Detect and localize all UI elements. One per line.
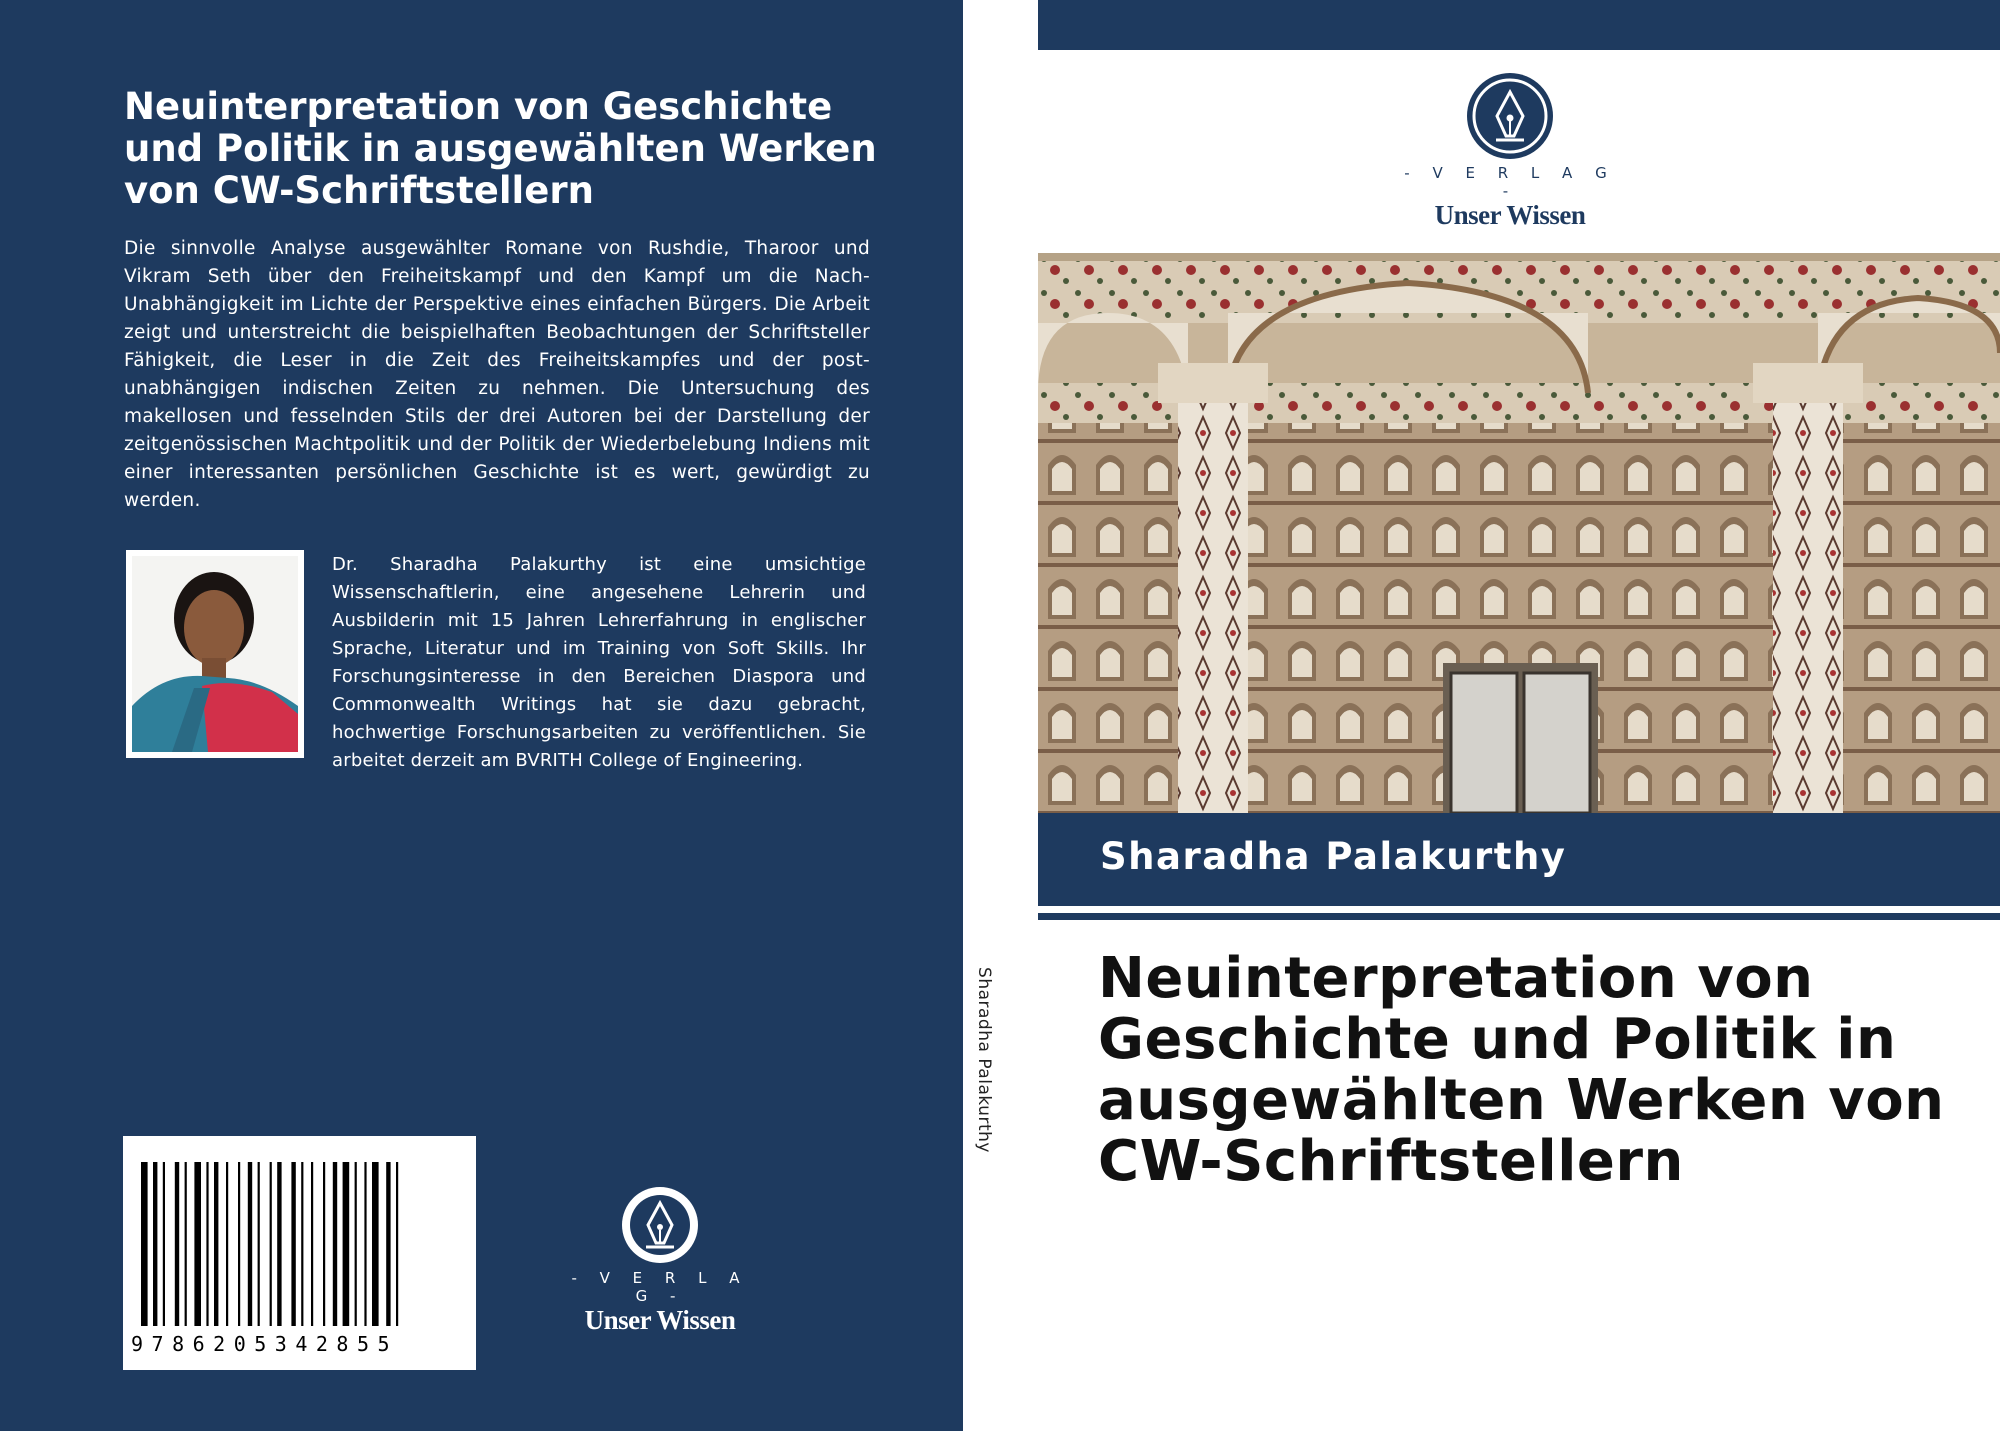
barcode-bar [355,1162,357,1326]
barcode-bar [323,1162,325,1326]
isbn-number: 9786205342855 [131,1332,399,1356]
back-cover-title: Neuinterpretation von Geschichte und Politik in ausgewählten Werken von CW-Schriftstellern [124,85,877,212]
barcode-bar [175,1162,179,1326]
back-logo-name: Unser Wissen [584,1305,736,1335]
back-logo-verlag: - V E R L A G - [571,1269,749,1305]
barcode-bar [333,1162,337,1326]
barcode-bar [372,1162,379,1326]
barcode-bar [248,1162,252,1326]
front-logo-name: Unser Wissen [1434,200,1586,230]
barcode-bar [364,1162,366,1326]
barcode-bar [153,1162,157,1326]
barcode-bar [301,1162,303,1326]
barcode-bar [270,1162,272,1326]
barcode-bar [291,1162,295,1326]
barcode-bar [343,1162,350,1326]
spine-author: Sharadha Palakurthy [974,967,994,1153]
fountain-pen-nib-icon [620,1185,700,1265]
author-bio: Dr. Sharadha Palakurthy ist eine umsichtige Wissenschaftlerin, eine angesehene Lehrerin und Ausbilderin mit 15 Jahren Lehrerfahrung in englischer Sprache, Literatur und im Training von Soft Skills. Ihr Forschungsinteresse in den Bereichen Diaspora und Commonwealth Writings hat sie dazu gebracht, hochwertige Forschungsarbeiten zu veröffentlichen. Sie arbeitet derzeit am BVRITH College of Engineering. [332,554,866,771]
isbn-barcode [123,1136,476,1370]
barcode-bar [386,1162,390,1326]
cover-image-palace-interior [1038,253,2000,813]
barcode-bar [258,1162,260,1326]
author-photo [126,550,304,758]
front-cover-title: Neuinterpretation von Geschichte und Politik in ausgewählten Werken von CW-Schriftstellern [1098,946,1945,1194]
front-top-bar [1038,0,2000,50]
barcode-bar [206,1162,208,1326]
barcode-bar [214,1162,218,1326]
barcode-bar [141,1162,148,1326]
front-logo-verlag: - V E R L A G - [1404,164,1616,200]
barcode-bar [185,1162,187,1326]
front-publisher-logo [1400,72,1620,231]
barcode-bar [163,1162,165,1326]
barcode-bar [277,1162,281,1326]
barcode-bar [194,1162,201,1326]
barcode-bar [238,1162,240,1326]
barcode-bar [396,1162,398,1326]
back-cover-blurb: Die sinnvolle Analyse ausgewählter Romane von Rushdie, Tharoor und Vikram Seth über den Freiheitskampf und den Kampf um die Nach-Unabhängigkeit im Lichte der Perspektive eines einfachen Bürgers. Die Arbeit zeigt und unterstreicht die beispielhaften Beobachtungen der Schriftsteller Fähigkeit, die Leser in die Zeit des Freiheitskampfes und der post-unabhängigen indischen Zeiten zu nehmen. Die Untersuchung des makellosen und fesselnden Stils der drei Autoren bei der Darstellung der zeitgenössischen Machtpolitik und der Politik der Wiederbelebung Indiens mit einer interessanten persönlichen Geschichte ist es wert, gewürdigt zu werden. [124,238,870,511]
front-divider-line [1038,913,2000,920]
barcode-bar [311,1162,313,1326]
back-publisher-logo [560,1185,760,1336]
fountain-pen-nib-icon [1466,72,1554,160]
back-cover [0,0,963,1431]
barcode-bar [226,1162,228,1326]
front-author-name: Sharadha Palakurthy [1100,835,1567,878]
front-author-band [1038,813,2000,906]
